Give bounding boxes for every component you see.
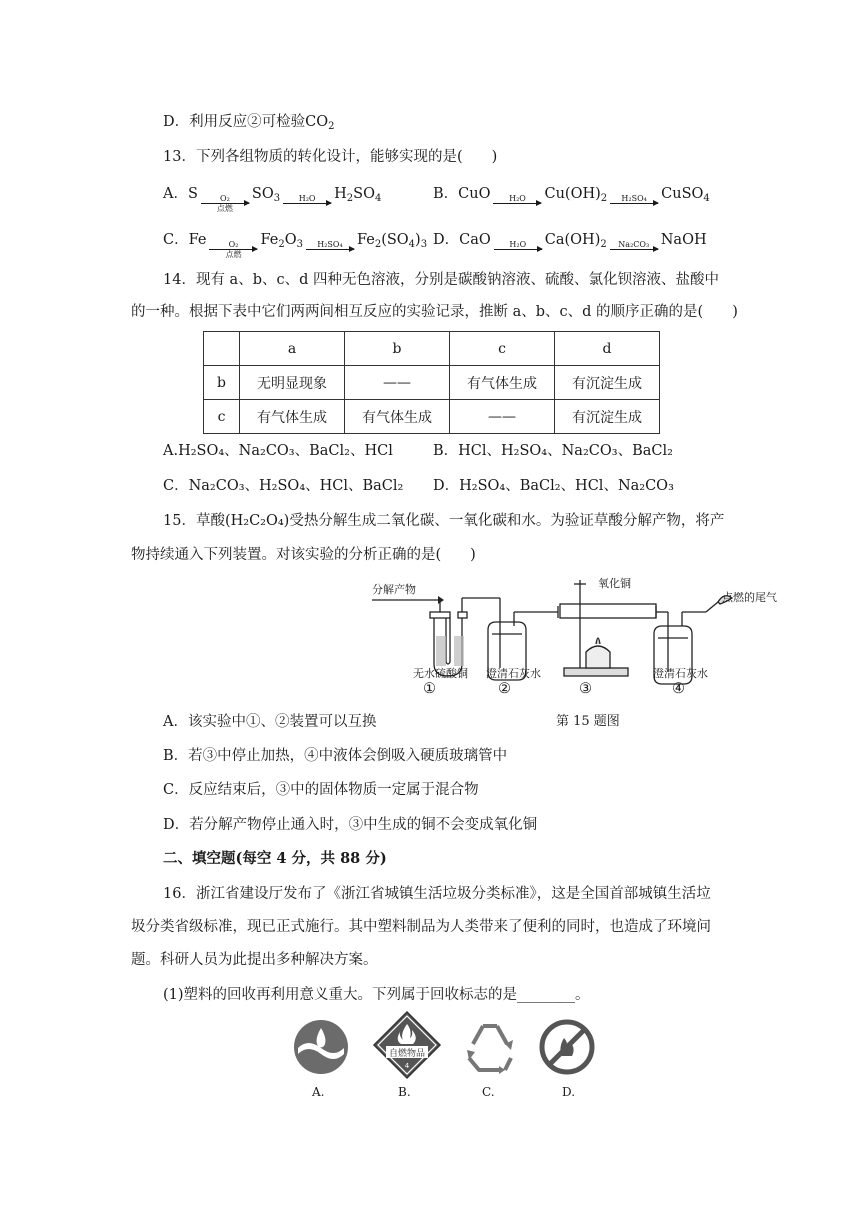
reaction-arrow: Na₂CO₃ [610,240,658,259]
table-cell: c [204,400,240,434]
q16-subquestion-1: (1)塑料的回收再利用意义重大。下列属于回收标志的是________。 [163,987,590,1003]
reaction-arrow: O₂ 点燃 [209,240,257,259]
sign-option-d: D. [562,1085,576,1099]
table-header-cell: d [555,332,660,366]
table-header-cell: b [345,332,450,366]
q15-option-b: B．若③中停止加热，④中液体会倒吸入硬质玻璃管中 [163,748,508,764]
q14-option-d: D．H₂SO₄、BaCl₂、HCl、Na₂CO₃ [433,478,674,494]
figure-label-inlet: 分解产物 [372,583,416,596]
sign-b-text: 自燃物品 [388,1049,426,1059]
reaction-table [203,331,660,434]
table-cell: 有沉淀生成 [555,366,660,400]
water-drop-sign-icon [292,1018,350,1076]
reaction-arrow: H₂O [283,194,331,213]
q15-option-d: D．若分解产物停止通入时，③中生成的铜不会变成氧化铜 [163,817,538,833]
q13-stem: 13．下列各组物质的转化设计，能够实现的是( ) [163,149,498,165]
section-heading: 二、填空题(每空 4 分，共 88 分) [163,850,387,867]
q15-stem-line2: 物持续通入下列装置。对该实验的分析正确的是( ) [131,547,476,563]
figure-number-4: ④ [672,681,685,697]
figure-label-tail-gas: 点燃的尾气 [722,591,777,604]
q14-option-a: A.H₂SO₄、Na₂CO₃、BaCl₂、HCl [163,443,393,459]
sign-option-c: C. [482,1085,495,1099]
table-cell: —— [450,400,555,434]
spontaneous-combustion-sign-icon [372,1010,442,1080]
sign-option-a: A. [312,1085,325,1099]
table-header-cell: c [450,332,555,366]
table-row [204,366,660,400]
q14-stem-line2: 的一种。根据下表中它们两两间相互反应的实验记录，推断 a、b、c、d 的顺序正确的是( ) [131,304,738,320]
sign-option-b: B. [398,1085,411,1099]
figure-label-copper-oxide: 氧化铜 [598,577,631,590]
q15-option-a: A．该实验中①、②装置可以互换 [163,714,377,730]
table-row [204,400,660,434]
table-header-cell: a [240,332,345,366]
q13-option-d: D．CaO H₂O $Ca(OH)_2$ Na₂CO₃ NaOH [433,230,707,259]
q13-option-a: A．S O₂ 点燃 $SO_3$ H₂O $H_2SO_4$ [163,186,382,213]
table-cell: 无明显现象 [240,366,345,400]
q15-stem-line1: 15．草酸(H₂C₂O₄)受热分解生成二氧化碳、一氧化碳和水。为验证草酸分解产物，将产 [163,513,725,529]
reaction-arrow: H₂SO₄ [306,240,354,259]
figure-number-3: ③ [579,681,592,697]
q14-stem-line1: 14．现有 a、b、c、d 四种无色溶液，分别是碳酸钠溶液、硫酸、氯化钡溶液、盐酸中 [163,272,719,288]
table-cell: 有气体生成 [450,366,555,400]
reaction-arrow: O₂ 点燃 [201,194,249,213]
figure-number-2: ② [498,681,511,697]
q16-paragraph-line1: 16．浙江省建设厅发布了《浙江省城镇生活垃圾分类标准》，这是全国首部城镇生活垃 [163,886,711,902]
q16-paragraph-line2: 圾分类省级标准，现已正式施行。其中塑料制品为人类带来了便利的同时，也造成了环境问 [131,919,711,935]
table-cell: —— [345,366,450,400]
q13-option-c: C．Fe O₂ 点燃 $Fe_2O_3$ H₂SO₄ $Fe_2(SO_4)_3$ [163,232,428,259]
table-cell: 有气体生成 [345,400,450,434]
q12-option-d: D．利用反应②可检验$CO_2$ [163,114,335,132]
figure-label-anhydrous-copper-sulfate: 无水硫酸铜 [413,667,468,680]
reaction-arrow: H₂O [493,194,541,213]
figure-number-1: ① [423,681,436,697]
recycle-icon [461,1018,519,1076]
q14-option-b: B．HCl、H₂SO₄、Na₂CO₃、BaCl₂ [433,443,673,459]
table-cell: 有气体生成 [240,400,345,434]
figure-label-limewater-4: 澄清石灰水 [653,667,708,680]
table-header-cell [204,332,240,366]
sign-b-number: 4 [404,1062,410,1070]
reaction-arrow: H₂O [494,240,542,259]
table-header-row [204,332,660,366]
no-fire-sign-icon [538,1018,596,1076]
figure-label-limewater-2: 澄清石灰水 [486,667,541,680]
q13-option-b: B．CuO H₂O $Cu(OH)_2$ H₂SO₄ CuSO$_4$ [433,184,710,213]
figure-caption: 第 15 题图 [556,714,620,729]
q14-option-c: C．Na₂CO₃、H₂SO₄、HCl、BaCl₂ [163,478,404,494]
reaction-arrow: H₂SO₄ [610,194,658,213]
q15-option-c: C．反应结束后，③中的固体物质一定属于混合物 [163,782,479,798]
q16-paragraph-line3: 题。科研人员为此提出多种解决方案。 [131,952,378,968]
table-cell: 有沉淀生成 [555,400,660,434]
table-cell: b [204,366,240,400]
